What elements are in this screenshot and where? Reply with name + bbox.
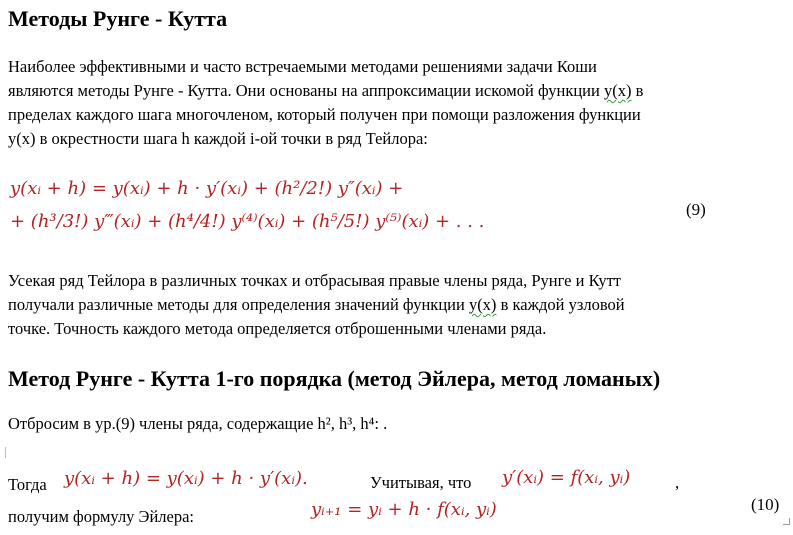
equation-9-line-2: + (h³/3!) y‴(xᵢ) + (h⁴/4!) y⁽⁴⁾(xᵢ) + (h⁵/5!) y⁽⁵⁾(xᵢ) + . . . bbox=[10, 211, 485, 232]
intro-line-1: Наиболее эффективными и часто встречаемыми методами решениями задачи Коши bbox=[8, 57, 597, 76]
intro-line-3: пределах каждого шага многочленом, который получен при помощи разложения функции bbox=[8, 105, 641, 124]
spellcheck-yx-2: y(x) bbox=[468, 295, 497, 314]
obtain-label: получим формулу Эйлера: bbox=[8, 507, 194, 526]
intro-line-2a: являются методы Рунге - Кутта. Они основаны на аппроксимации искомой функции bbox=[8, 81, 604, 100]
considering-label: Учитывая, что bbox=[370, 473, 472, 492]
text-cursor bbox=[5, 447, 6, 458]
drop-terms-line: Отбросим в ур.(9) члены ряда, содержащие h², h³, h⁴: . bbox=[8, 414, 388, 433]
equation-euler: yᵢ₊₁ = yᵢ + h · f(xᵢ, yᵢ) bbox=[311, 499, 497, 520]
intro-line-2c: в bbox=[631, 81, 644, 100]
equation-9-number: (9) bbox=[686, 200, 706, 219]
equation-10-number: (10) bbox=[751, 495, 780, 514]
then-label: Тогда bbox=[8, 475, 47, 494]
comma: , bbox=[675, 473, 680, 492]
page-title: Методы Рунге - Кутта bbox=[8, 6, 228, 31]
spellcheck-yx: y(x) bbox=[603, 81, 632, 100]
equation-9-line-1: y(xᵢ + h) = y(xᵢ) + h · y′(xᵢ) + (h²/2!) y″(xᵢ) + bbox=[10, 178, 404, 199]
para2-line-2 bbox=[8, 293, 625, 317]
para2-line-3: точке. Точность каждого метода определяется отброшенными членами ряда. bbox=[8, 319, 547, 338]
para2-line-2a: получали различные методы для определения значений функции bbox=[8, 295, 469, 314]
intro-line-2 bbox=[8, 79, 643, 103]
equation-derivative: y′(xᵢ) = f(xᵢ, yᵢ) bbox=[502, 467, 631, 488]
para2-line-2c: в каждой узловой bbox=[496, 295, 625, 314]
page-corner-mark bbox=[783, 518, 790, 525]
equation-taylor-truncated: y(xᵢ + h) = y(xᵢ) + h · y′(xᵢ). bbox=[64, 468, 308, 489]
para2-line-1: Усекая ряд Тейлора в различных точках и отбрасывая правые члены ряда, Рунге и Кутт bbox=[8, 271, 622, 290]
intro-line-4: y(x) в окрестности шага h каждой i-ой точки в ряд Тейлора: bbox=[8, 129, 428, 148]
section-heading: Метод Рунге - Кутта 1-го порядка (метод Эйлера, метод ломаных) bbox=[8, 366, 661, 391]
